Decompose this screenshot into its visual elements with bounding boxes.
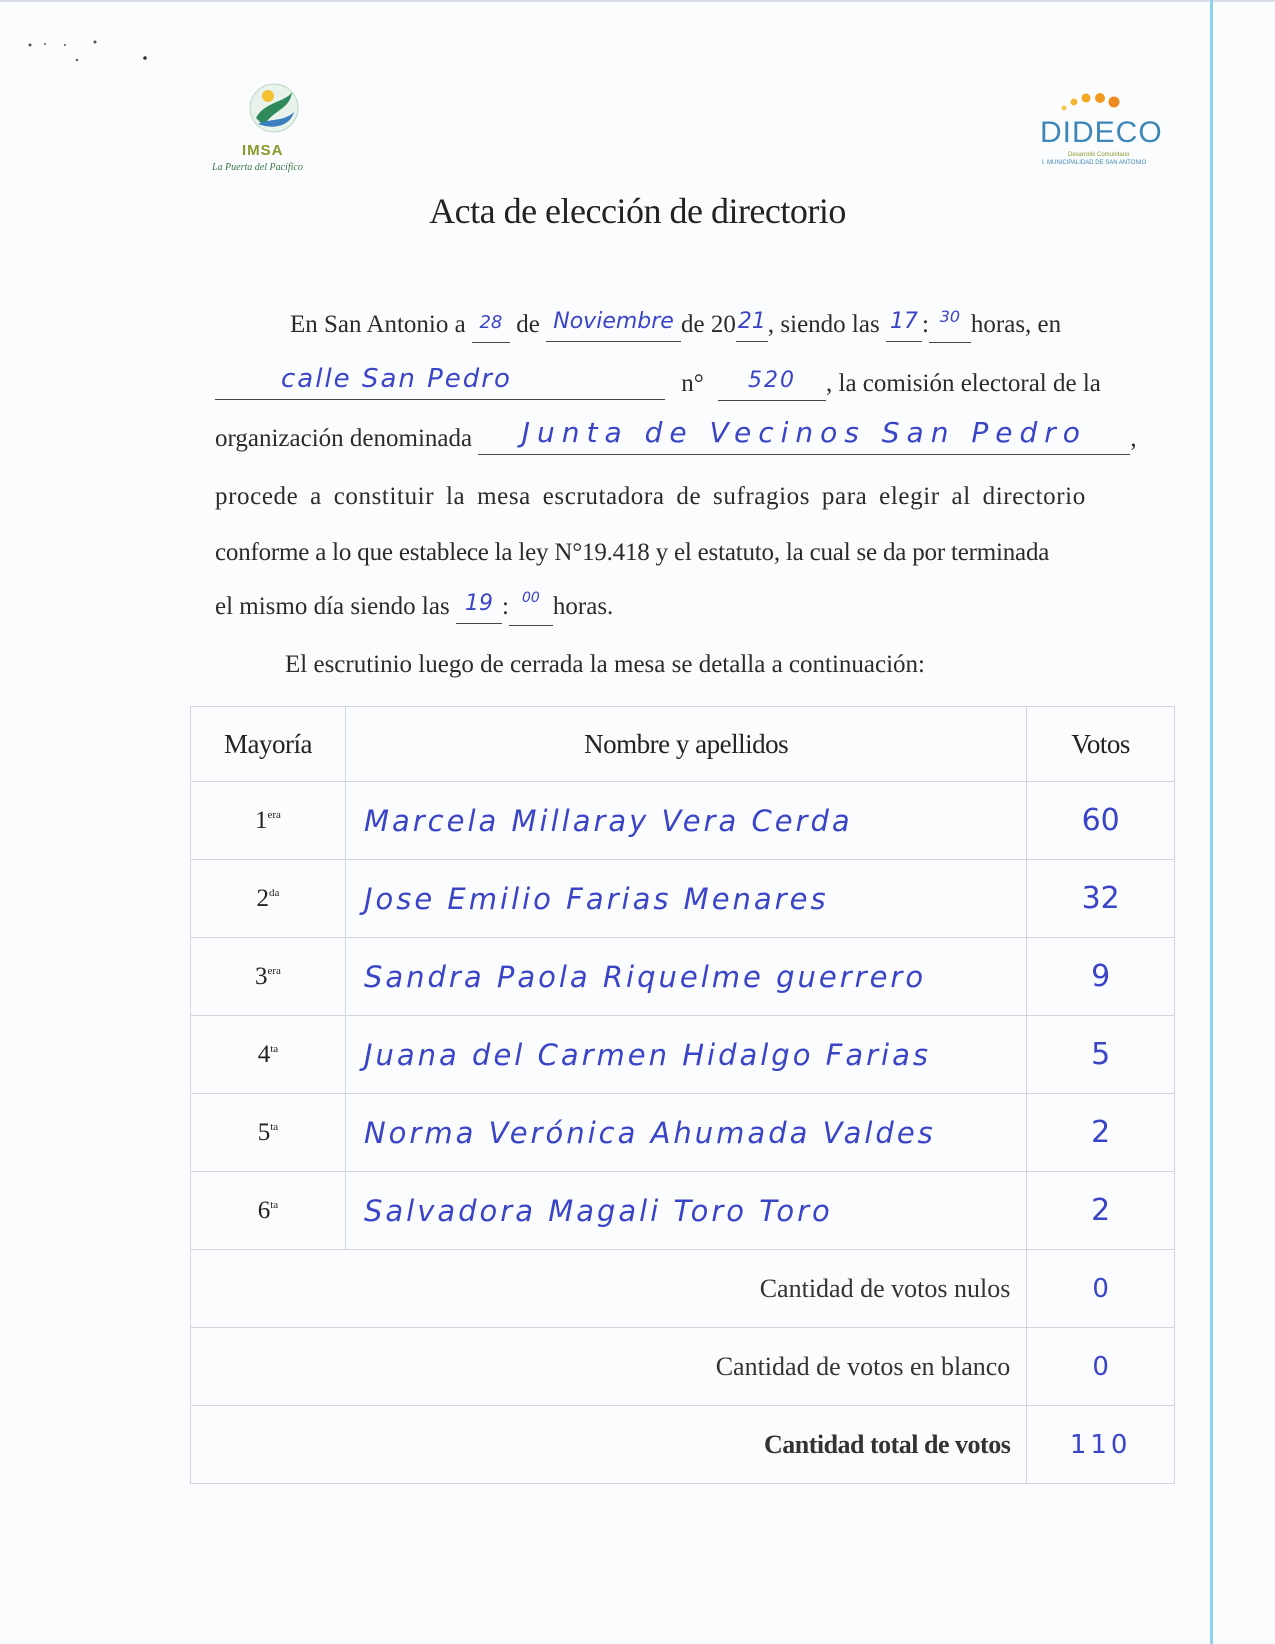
start-hour-value: 17	[889, 309, 918, 334]
name-cell	[345, 782, 1026, 860]
scan-right-edge	[1210, 0, 1213, 1644]
dideco-logo-sub2: I. MUNICIPALIDAD DE SAN ANTONIO	[1042, 160, 1147, 166]
scan-top-edge	[0, 0, 1275, 2]
table-row	[191, 1094, 1175, 1172]
rank-cell	[191, 1172, 346, 1250]
street-number-field	[718, 369, 826, 401]
start-minute-field	[929, 307, 971, 343]
month-field	[546, 310, 681, 342]
table-row	[191, 938, 1175, 1016]
rank-suffix: ta	[270, 1120, 279, 1133]
start-minute-value: 30	[939, 307, 961, 326]
candidate-votes: 5	[1091, 1037, 1111, 1072]
candidate-votes: 9	[1091, 959, 1111, 994]
start-hour-field	[886, 310, 922, 342]
table-row	[191, 1172, 1175, 1250]
header-nombre: Nombre y apellidos	[345, 707, 1026, 782]
table-row	[191, 782, 1175, 860]
imsa-logo	[212, 82, 342, 182]
rank-cell	[191, 1016, 346, 1094]
table-row	[191, 1016, 1175, 1094]
text-comma: ,	[1130, 425, 1137, 452]
rank-number: 1	[255, 806, 268, 834]
scan-specks	[25, 40, 165, 70]
line-7	[285, 650, 1235, 680]
total-votes-cell	[1027, 1406, 1175, 1484]
rank-cell	[191, 938, 346, 1016]
table-header-row	[191, 707, 1175, 782]
votes-cell	[1027, 782, 1175, 860]
end-minute-field	[509, 592, 553, 626]
candidate-name: Salvadora Magali Toro Toro	[363, 1193, 833, 1228]
candidate-name: Marcela Millaray Vera Cerda	[363, 803, 853, 838]
text-conforme-ley: conforme a lo que establece la ley N°19.418 y el estatuto, la cual se da por terminada	[215, 539, 1050, 566]
text-de: de	[516, 311, 540, 338]
end-hour-value: 19	[464, 591, 493, 616]
votes-cell	[1027, 1094, 1175, 1172]
name-cell	[345, 1172, 1026, 1250]
rank-suffix: era	[267, 808, 281, 821]
votes-cell	[1027, 1172, 1175, 1250]
text-en-san-antonio: En San Antonio a	[290, 311, 466, 338]
dideco-logo	[1030, 86, 1163, 176]
text-siendo-las: , siendo las	[767, 311, 880, 338]
month-value: Noviembre	[553, 309, 674, 334]
name-cell	[345, 860, 1026, 938]
total-votes-row	[191, 1406, 1175, 1484]
text-horas: horas.	[552, 593, 614, 620]
rank-cell	[191, 1094, 346, 1172]
candidate-votes: 2	[1091, 1115, 1111, 1150]
rank-number: 2	[256, 884, 270, 912]
text-organizacion-denominada: organización denominada	[215, 425, 473, 452]
blank-votes-value: 0	[1092, 1351, 1109, 1382]
total-votes-value: 110	[1069, 1429, 1132, 1460]
candidate-votes: 2	[1091, 1193, 1111, 1228]
rank-number: 3	[255, 962, 268, 990]
candidate-name: Juana del Carmen Hidalgo Farias	[363, 1037, 931, 1072]
imsa-logo-motto: La Puerta del Pacífico	[212, 162, 303, 173]
blank-votes-cell	[1027, 1328, 1175, 1406]
name-cell	[345, 1094, 1026, 1172]
end-hour-field	[456, 592, 502, 624]
organization-value: Junta de Vecinos San Pedro	[521, 416, 1087, 449]
header-votos: Votos	[1027, 707, 1175, 782]
null-votes-cell	[1027, 1250, 1175, 1328]
document-title: Acta de elección de directorio	[429, 191, 846, 231]
rank-suffix: da	[269, 886, 280, 899]
text-mismo-dia: el mismo día siendo las	[215, 593, 450, 620]
dideco-logo-text: DIDECO	[1040, 116, 1163, 149]
dideco-logo-sub1: Desarrollo Comunitario	[1068, 152, 1130, 158]
line-3	[215, 416, 1165, 455]
line-5	[215, 538, 1165, 568]
text-procede: procede a constituir la mesa escrutadora de sufragios para elegir al directorio	[215, 483, 1086, 510]
candidate-name: Sandra Paola Riquelme guerrero	[363, 959, 927, 994]
line-4	[215, 482, 1165, 512]
year-value: 21	[737, 309, 766, 334]
line-2	[215, 364, 1165, 401]
text-horas-en: horas, en	[970, 311, 1062, 338]
imsa-emblem-icon	[212, 82, 342, 144]
street-value: calle San Pedro	[281, 364, 512, 394]
year-field	[736, 310, 768, 342]
text-escrutinio: El escrutinio luego de cerrada la mesa se detalla a continuación:	[285, 651, 926, 678]
end-minute-value: 00	[521, 590, 540, 606]
street-field	[215, 364, 665, 400]
candidate-name: Norma Verónica Ahumada Valdes	[363, 1115, 936, 1150]
rank-suffix: ta	[270, 1198, 279, 1211]
votes-cell	[1027, 860, 1175, 938]
null-votes-value: 0	[1092, 1273, 1109, 1304]
day-field	[472, 310, 510, 343]
organization-field	[478, 416, 1130, 455]
text-comision-electoral: , la comisión electoral de la	[826, 370, 1101, 397]
blank-votes-label: Cantidad de votos en blanco	[191, 1328, 1027, 1406]
street-number-value: 520	[748, 368, 796, 393]
total-votes-label: Cantidad total de votos	[191, 1406, 1027, 1484]
rank-cell	[191, 860, 346, 938]
results-table	[190, 706, 1175, 1466]
name-cell	[345, 938, 1026, 1016]
imsa-logo-text: IMSA	[242, 142, 284, 159]
votes-cell	[1027, 938, 1175, 1016]
header-mayoria: Mayoría	[191, 707, 346, 782]
rank-suffix: era	[267, 964, 281, 977]
day-value: 28	[479, 312, 503, 333]
rank-number: 4	[257, 1040, 271, 1068]
candidate-name: Jose Emilio Farias Menares	[363, 881, 829, 916]
candidate-votes: 60	[1081, 803, 1120, 838]
candidate-votes: 32	[1081, 881, 1120, 916]
rank-number: 6	[257, 1196, 271, 1224]
null-votes-label: Cantidad de votos nulos	[191, 1250, 1027, 1328]
text-de-20: de 20	[681, 311, 736, 338]
line-6: el mismo día siendo las 19 : $^{00}$ horas.	[215, 592, 1165, 626]
table-row	[191, 860, 1175, 938]
text-numero: n°	[681, 370, 704, 397]
rank-cell	[191, 782, 346, 860]
null-votes-row	[191, 1250, 1175, 1328]
blank-votes-row	[191, 1328, 1175, 1406]
name-cell	[345, 1016, 1026, 1094]
rank-suffix: ta	[270, 1042, 279, 1055]
votes-cell	[1027, 1016, 1175, 1094]
dideco-dots-icon	[1030, 86, 1140, 116]
rank-number: 5	[257, 1118, 271, 1146]
line-1: En San Antonio a 28 de Noviembre de 2021, siendo las 17 : $^{30}$ horas, en	[290, 310, 1240, 343]
